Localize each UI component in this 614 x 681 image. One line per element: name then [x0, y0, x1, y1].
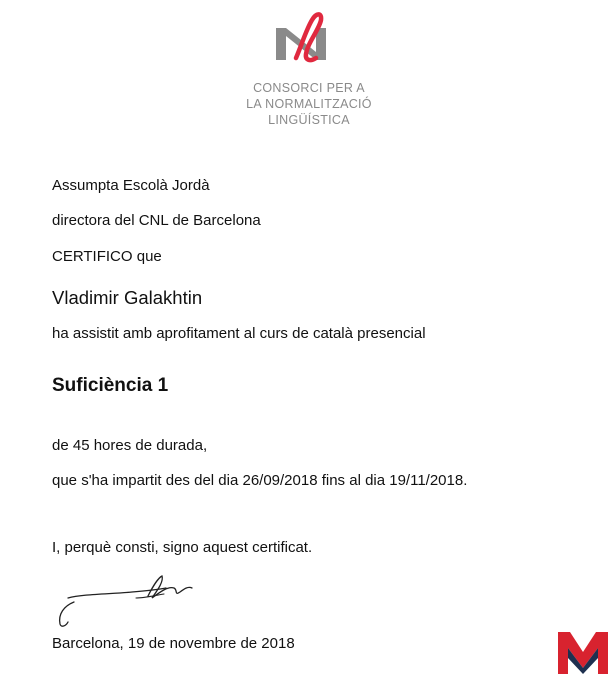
closing-text: I, perquè consti, signo aquest certificat.	[52, 539, 313, 556]
signer-name: Assumpta Escolà Jordà	[52, 177, 210, 194]
logo-text-line-1: CONSORCI PER A	[253, 81, 365, 95]
signature-image	[52, 572, 202, 630]
m-logo-icon	[556, 630, 610, 676]
cpnl-logo	[244, 8, 374, 132]
certifies-text: CERTIFICO que	[52, 248, 162, 265]
duration-text: de 45 hores de durada,	[52, 437, 208, 454]
cpnl-logo-icon	[272, 8, 344, 66]
attendance-text: ha assistit amb aprofitament al curs de català presencial	[52, 325, 426, 342]
logo-text-line-3: LINGÜÍSTICA	[268, 113, 350, 127]
student-name: Vladimir Galakhtin	[52, 287, 203, 308]
logo-text-line-2: LA NORMALITZACIÓ	[246, 97, 372, 111]
course-title: Suficiència 1	[52, 375, 169, 396]
place-date: Barcelona, 19 de novembre de 2018	[52, 635, 295, 652]
signer-role: directora del CNL de Barcelona	[52, 212, 261, 229]
dates-text: que s'ha impartit des del dia 26/09/2018 fins al dia 19/11/2018.	[52, 472, 468, 489]
